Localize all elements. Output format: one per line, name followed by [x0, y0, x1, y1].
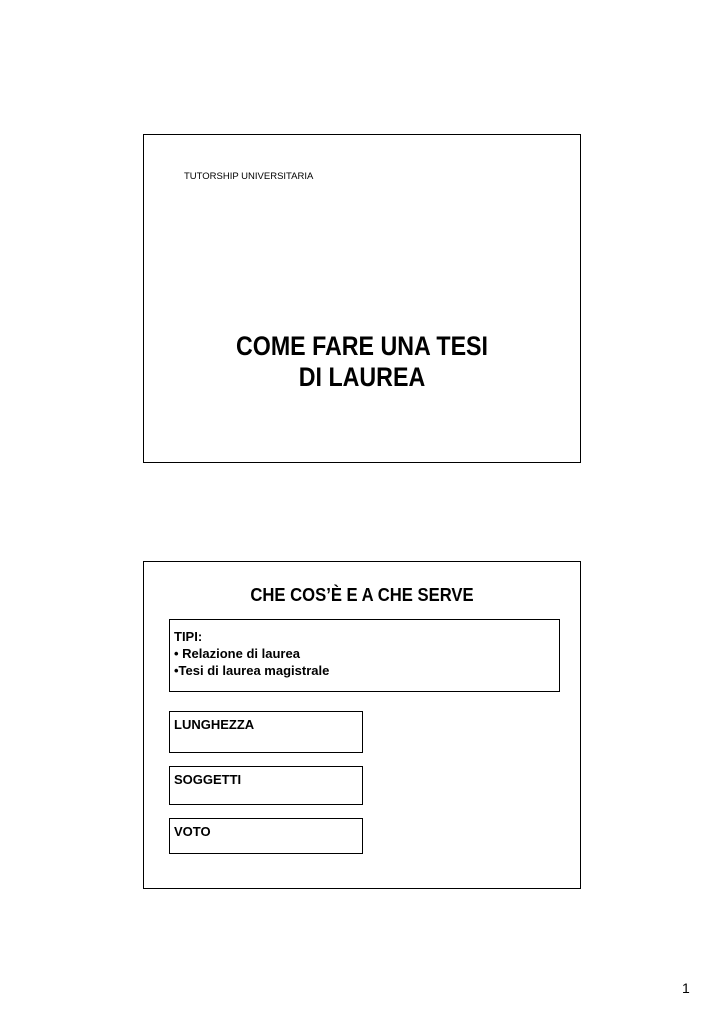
- slide-2: [143, 561, 581, 889]
- slide-1-kicker: TUTORSHIP UNIVERSITARIA: [184, 171, 314, 182]
- subjects-box: [169, 766, 363, 805]
- types-item: •Tesi di laurea magistrale: [174, 663, 330, 678]
- slide-1-title-line-1: COME FARE UNA TESI: [235, 331, 489, 361]
- types-item: • Relazione di laurea: [174, 646, 300, 661]
- length-label: LUNGHEZZA: [174, 717, 255, 732]
- slide-1-title: [175, 331, 550, 393]
- slide-1-title-line-2: DI LAUREA: [298, 362, 426, 392]
- length-box: [169, 711, 363, 753]
- grade-box: [169, 818, 363, 854]
- types-heading: TIPI:: [174, 629, 203, 644]
- slide-2-title: CHE COS’È E A CHE SERVE: [250, 584, 474, 605]
- slide-1: [143, 134, 581, 463]
- types-box: [169, 619, 560, 692]
- subjects-label: SOGGETTI: [174, 772, 242, 787]
- page-number: 1: [682, 980, 690, 996]
- grade-label: VOTO: [174, 824, 211, 839]
